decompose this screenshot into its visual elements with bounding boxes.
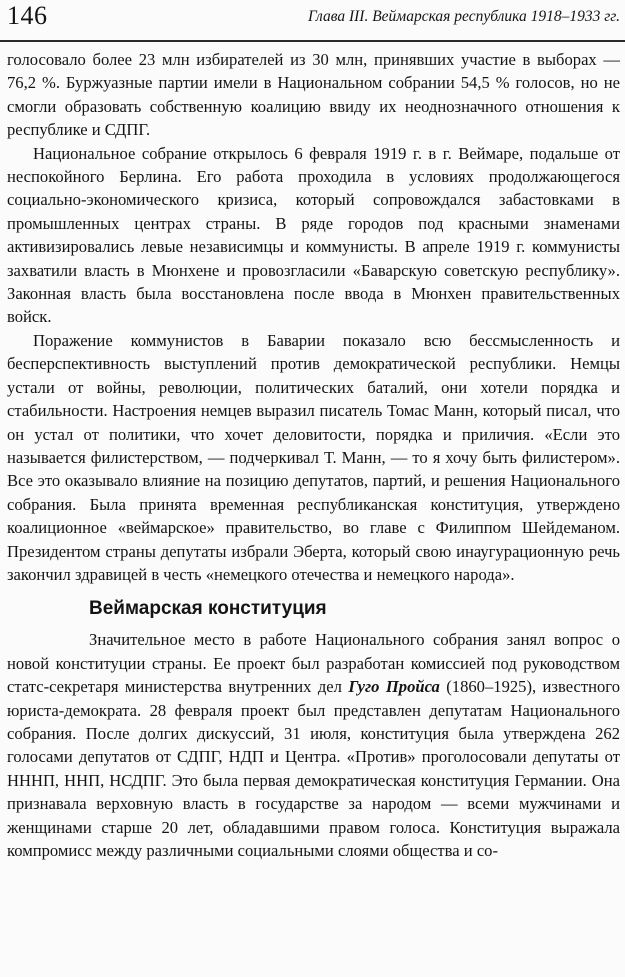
page-number: 146: [7, 1, 48, 30]
paragraph-3: Поражение коммунистов в Баварии показало всю бессмысленность и бесперспективность выступлений против демократической республики. Немцы устали от войны, революции, политических баталий, они хотели порядка и стабильности. Настроения немцев выразил писатель Томас Манн, который писал, что он устал от политики, что хочет деловитости, порядка и приличия. «Если это называется филистерством, — подчеркивал Т. Манн, — то я хочу быть филистером». Все это оказывало влияние на позицию депутатов, партий, и решения Национального собрания. Была принята временная республиканская конституция, утверждено коалиционное «веймарское» правительство, во главе с Филиппом Шейдеманом. Президентом страны депутаты избрали Эберта, который свою инаугурационную речь закончил здравицей в честь «немецкого отечества и немецкого народа».: [7, 330, 620, 584]
paragraph-4-rest: (1860–1925), известного юриста-демократа. 28 февраля проект был представлен депутатам Национального собрания. После долгих дискуссий, 31 июля, конституция была утверждена 262 голосами депутатов от СДПГ, НДП и Центра. «Против» проголосовали депутаты от НННП, ННП, НСДПГ. Это была первая демократическая конституция Германии. Она признавала верховную власть в государстве за народом — всеми мужчинами и женщинами старше 20 лет, обладавшими правом голоса. Конституция выражала компромисс между различными социальными слоями общества и со-: [7, 677, 620, 860]
paragraph-2: Национальное собрание открылось 6 февраля 1919 г. в г. Веймаре, подальше от неспокойного Берлина. Его работа проходила в условиях продолжающегося социально-экономического кризиса, который сопровождался забастовками в промышленных центрах страны. В ряде городов под красными знаменами активизировались левые независимцы и коммунисты. В апреле 1919 г. коммунисты захватили власть в Мюнхене и провозгласили «Баварскую советскую республику». Законная власть была восстановлена после ввода в Мюнхен правительственных войск.: [7, 143, 620, 327]
paragraph-4-start: Значительное место в работе Национального собрания занял вопрос о новой конституции страны. Ее проект был разработан комиссией под руководством статс-секретаря министерства внутренних дел: [7, 630, 620, 697]
paragraph-4: [7, 628, 620, 862]
body-text: [7, 48, 620, 862]
person-name: Гуго Пройса: [348, 677, 440, 697]
page-header: [0, 0, 625, 40]
running-title: Глава III. Веймарская республика 1918–1933 гг.: [308, 8, 620, 25]
paragraph-1: голосовало более 23 млн избирателей из 30 млн, принявших участие в выборах — 76,2 %. Буржуазные партии имели в Национальном собрании 54,5 % голосов, но не смогли образовать собственную коалицию ввиду их неоднозначного отношения к республике и СДПГ.: [7, 50, 620, 140]
section-heading: Веймарская конституция: [89, 598, 327, 620]
header-rule: [0, 40, 625, 42]
